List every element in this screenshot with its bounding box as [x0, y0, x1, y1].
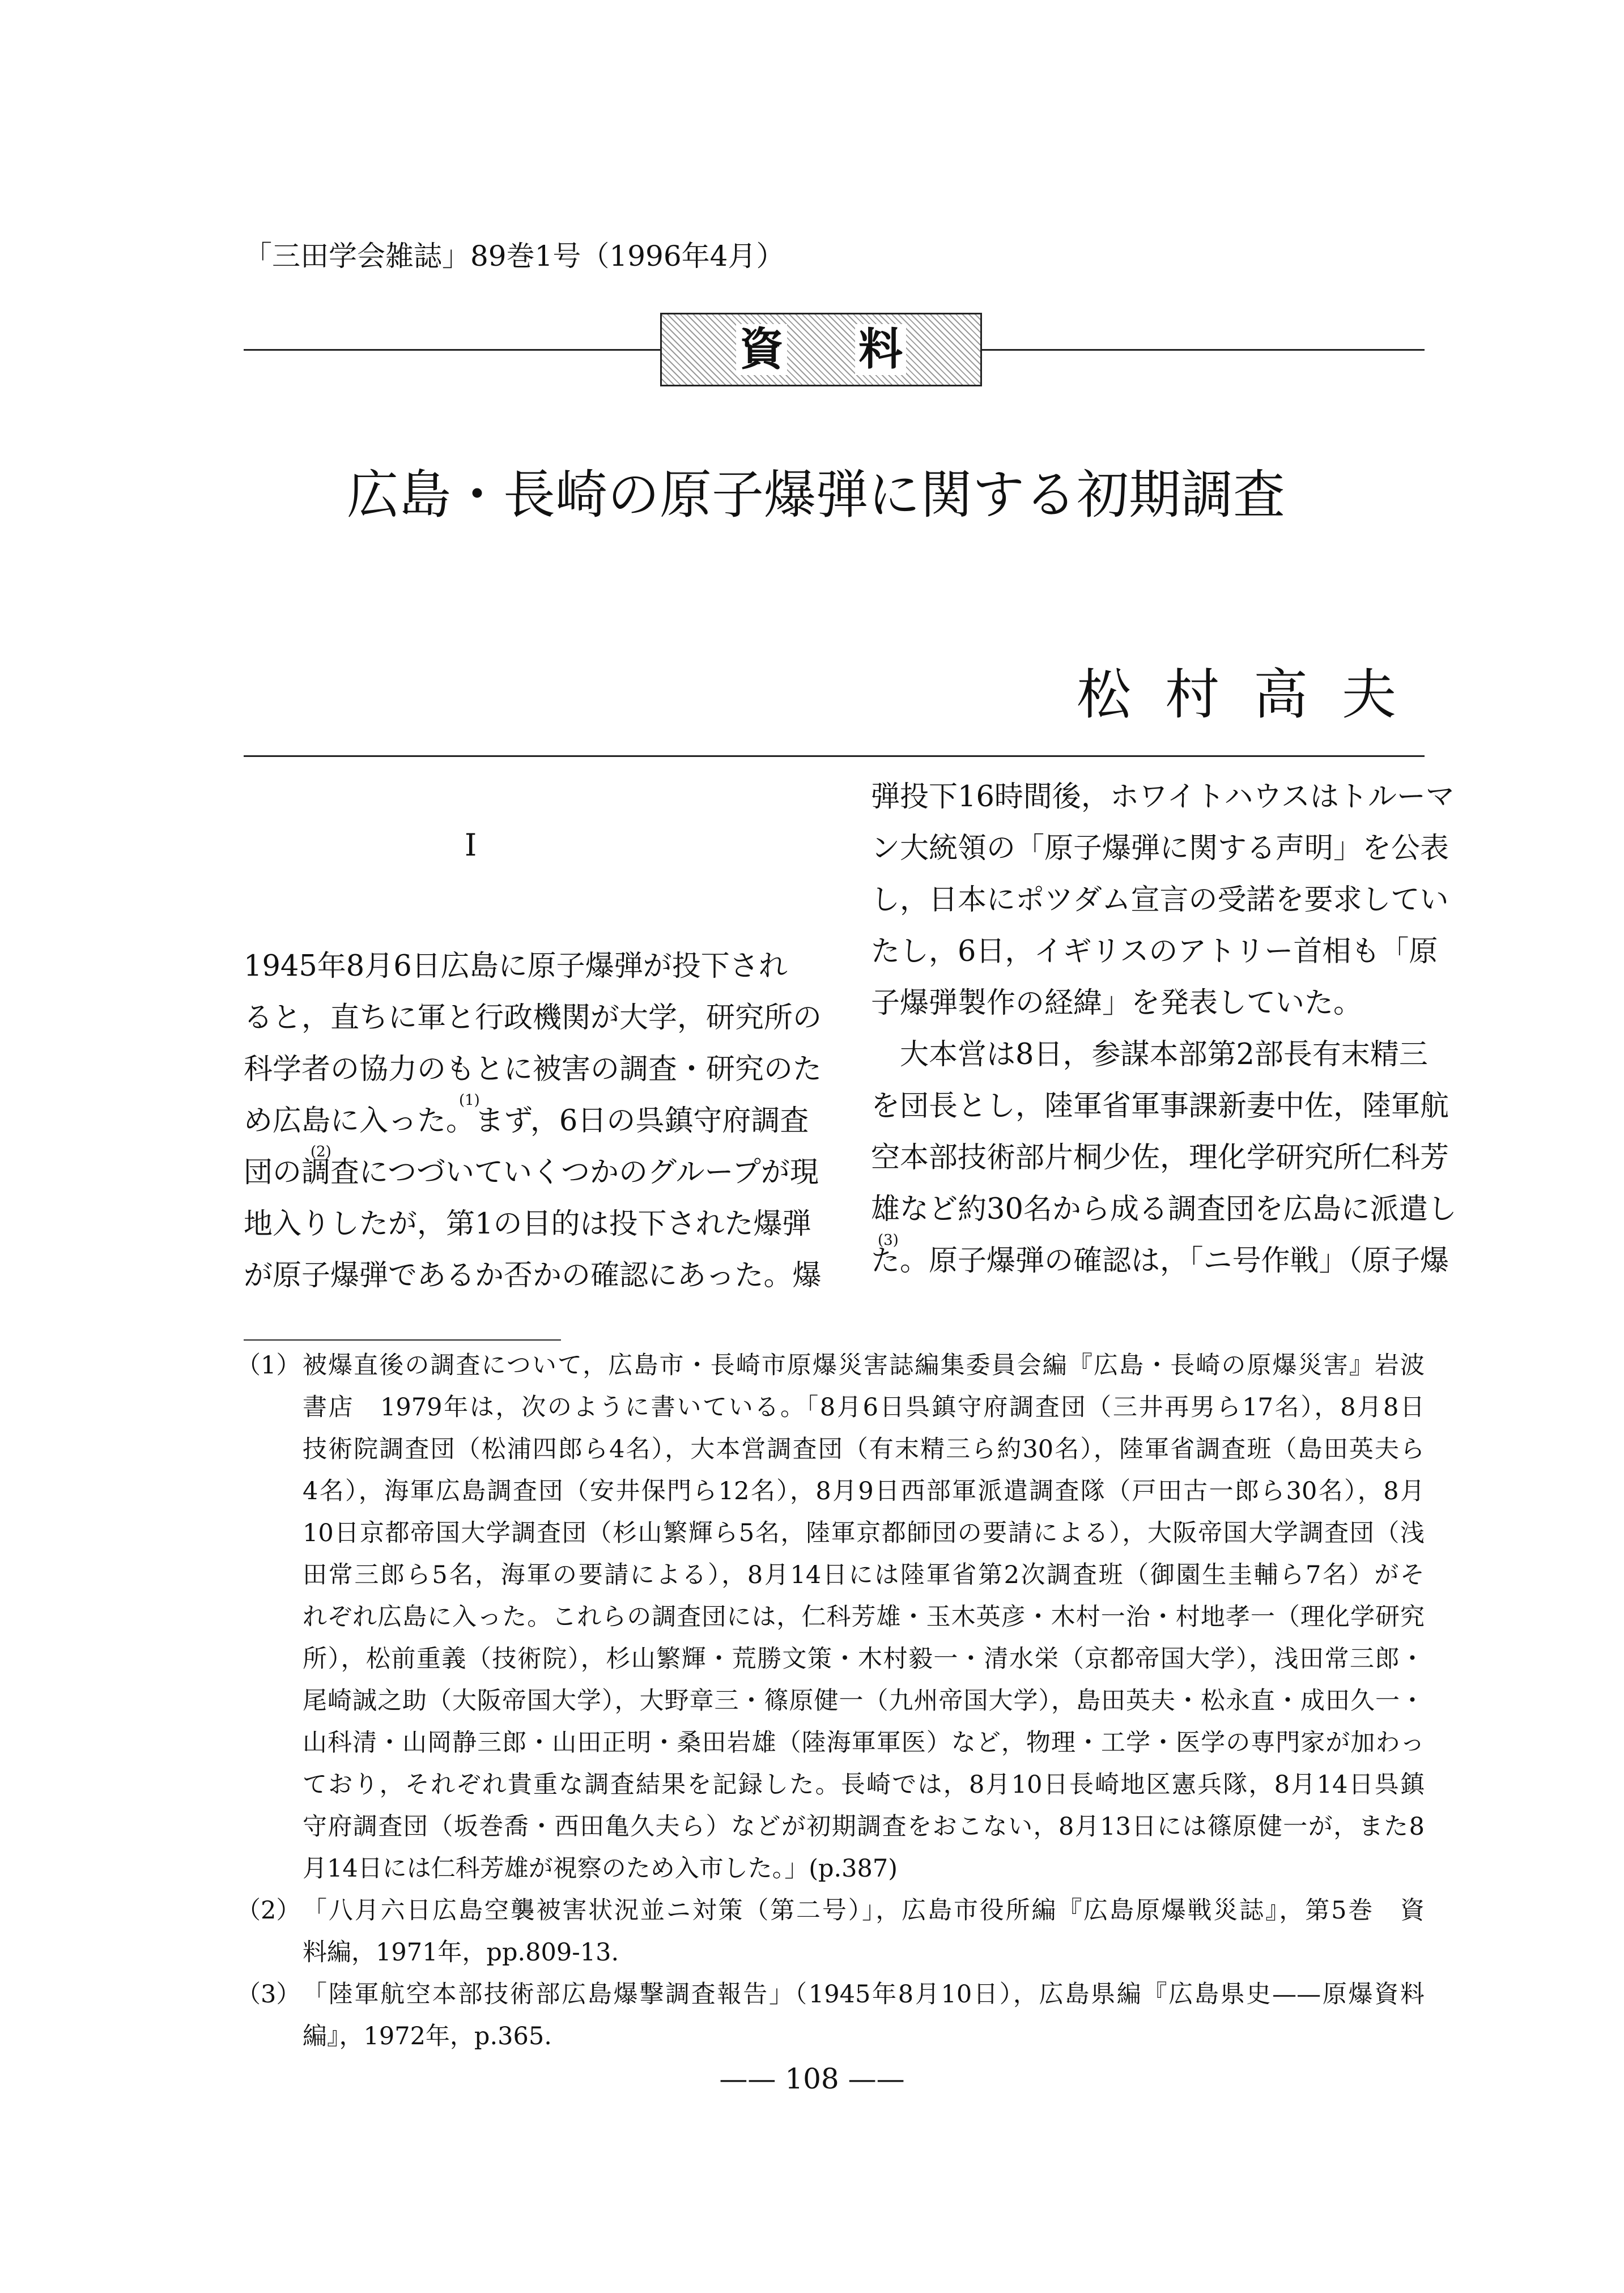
text-line: 1945年8月6日広島に原子爆弾が投下され — [244, 950, 788, 983]
footnote-line: 編』，1972年，p.365. — [303, 2022, 552, 2050]
text-line: ン大統領の「原子爆弾に関する声明」を公表 — [871, 832, 1449, 865]
badge-char: 資 — [736, 324, 787, 375]
text-line-content: た。原子爆弾の確認は，「ニ号作戦」（原子爆 — [871, 1244, 1449, 1278]
footnote-line: 料編，1971年，pp.809-13. — [303, 1938, 619, 1967]
text-line: ると，直ちに軍と行政機関が大学，研究所の — [244, 1001, 822, 1035]
footnote-3 — [236, 1973, 1425, 2057]
page-number-value: 108 — [785, 2062, 839, 2095]
dash-decoration: —— — [719, 2062, 785, 2095]
footnote-line: 所），松前重義（技術院），杉山繁輝・荒勝文策・木村毅一・清水栄（京都帝国大学），浅田常三郎・ — [303, 1645, 1425, 1673]
text-line: 地入りしたが，第1の目的は投下された爆弾 — [244, 1207, 811, 1241]
left-column — [244, 941, 822, 1301]
badge-char: 料 — [855, 324, 906, 375]
footnote-line: 守府調査団（坂巻喬・西田亀久夫ら）などが初期調査をおこない，8月13日には篠原健一が，また8 — [303, 1813, 1425, 1841]
text-line: 子爆弾製作の経緯」を発表していた。 — [871, 986, 1363, 1020]
footnote-label: （2） — [236, 1896, 301, 1925]
footnotes — [236, 1345, 1425, 2057]
text-line — [871, 1232, 1449, 1287]
footnote-ref[interactable]: (1) — [459, 1092, 480, 1109]
footnote-line: ており，それぞれ貴重な調査結果を記録した。長崎では，8月10日長崎地区憲兵隊，8月14日呉鎮 — [303, 1771, 1425, 1799]
text-line: し，日本にポツダム宣言の受諾を要求してい — [871, 883, 1449, 917]
footnote-line: 尾崎誠之助（大阪帝国大学），大野章三・篠原健一（九州帝国大学），島田英夫・松永直・成田久一・ — [303, 1687, 1425, 1715]
footnote-1 — [236, 1345, 1425, 1890]
footnote-2 — [236, 1890, 1425, 1973]
footnote-line: 山科清・山岡静三郎・山田正明・桑田岩雄（陸海軍軍医）など，物理・工学・医学の専門家が加わっ — [303, 1729, 1425, 1757]
text-line: 空本部技術部片桐少佐，理化学研究所仁科芳 — [871, 1141, 1449, 1175]
footnote-line: 「八月六日広島空襲被害状況並ニ対策（第二号）」，広島市役所編『広島原爆戦災誌』，第5巻 資 — [303, 1896, 1425, 1925]
footnote-label: （3） — [236, 1980, 301, 2009]
text-line: 科学者の協力のもとに被害の調査・研究のた — [244, 1053, 822, 1086]
right-column — [871, 771, 1457, 1287]
text-line: 大本営は8日，参謀本部第2部長有末精三 — [871, 1038, 1428, 1071]
page-number — [0, 2062, 1624, 2095]
text-line: 弾投下16時間後，ホワイトハウスはトルーマ — [871, 780, 1455, 814]
footnote-ref[interactable]: (3) — [878, 1232, 899, 1249]
header-rule-right — [982, 349, 1425, 351]
footnote-ref[interactable]: (2) — [311, 1143, 331, 1160]
footnote-line: 田常三郎ら5名，海軍の要請による），8月14日には陸軍省第2次調査班（御園生圭輔ら7名）がそ — [303, 1561, 1425, 1589]
footnote-line: 10日京都帝国大学調査団（杉山繁輝ら5名，陸軍京都師団の要請による），大阪帝国大学調査団（浅 — [303, 1519, 1425, 1547]
section-badge — [660, 313, 982, 386]
footnote-line: 月14日には仁科芳雄が視察のため入市した。」(p.387) — [303, 1854, 898, 1883]
article-title: 広島・長崎の原子爆弾に関する初期調査 — [347, 465, 1286, 525]
footnote-line: 技術院調査団（松浦四郎ら4名），大本営調査団（有末精三ら約30名），陸軍省調査班（島田英夫ら — [303, 1435, 1425, 1464]
text-line: を団長とし，陸軍省軍事課新妻中佐，陸軍航 — [871, 1090, 1449, 1123]
text-line-content: 団の調査につづいていくつかのグループが現 — [244, 1156, 819, 1189]
author-name: 松村高夫 — [1077, 663, 1430, 726]
text-line: たし，6日，イギリスのアトリー首相も「原 — [871, 935, 1438, 968]
section-heading: I — [465, 827, 477, 863]
text-line — [244, 1143, 819, 1198]
footnote-label: （1） — [236, 1351, 301, 1380]
footnote-rule — [244, 1339, 561, 1341]
footnote-line: 被爆直後の調査について，広島市・長崎市原爆災害誌編集委員会編『広島・長崎の原爆災害』岩波 — [303, 1351, 1425, 1380]
text-line: 雄など約30名から成る調査団を広島に派遣し — [871, 1193, 1457, 1226]
text-line — [244, 1092, 809, 1147]
title-rule — [244, 755, 1425, 757]
footnote-line: れぞれ広島に入った。これらの調査団には，仁科芳雄・玉木英彦・木村一治・村地孝一（理化学研究 — [303, 1603, 1425, 1631]
text-line-content: め広島に入った。まず，6日の呉鎮守府調査 — [244, 1104, 809, 1138]
footnote-line: 「陸軍航空本部技術部広島爆撃調査報告」（1945年8月10日），広島県編『広島県史——原爆資料 — [303, 1980, 1425, 2009]
dash-decoration: —— — [839, 2062, 905, 2095]
header-rule-left — [244, 349, 660, 351]
journal-citation: 「三田学会雑誌」89巻1号（1996年4月） — [244, 240, 785, 273]
footnote-line: 4名），海軍広島調査団（安井保門ら12名），8月9日西部軍派遣調査隊（戸田古一郎ら30名），8月 — [303, 1477, 1425, 1505]
text-line: が原子爆弾であるか否かの確認にあった。爆 — [244, 1259, 822, 1292]
footnote-line: 書店 1979年は，次のように書いている。「8月6日呉鎮守府調査団（三井再男ら17名），8月8日 — [303, 1393, 1425, 1422]
